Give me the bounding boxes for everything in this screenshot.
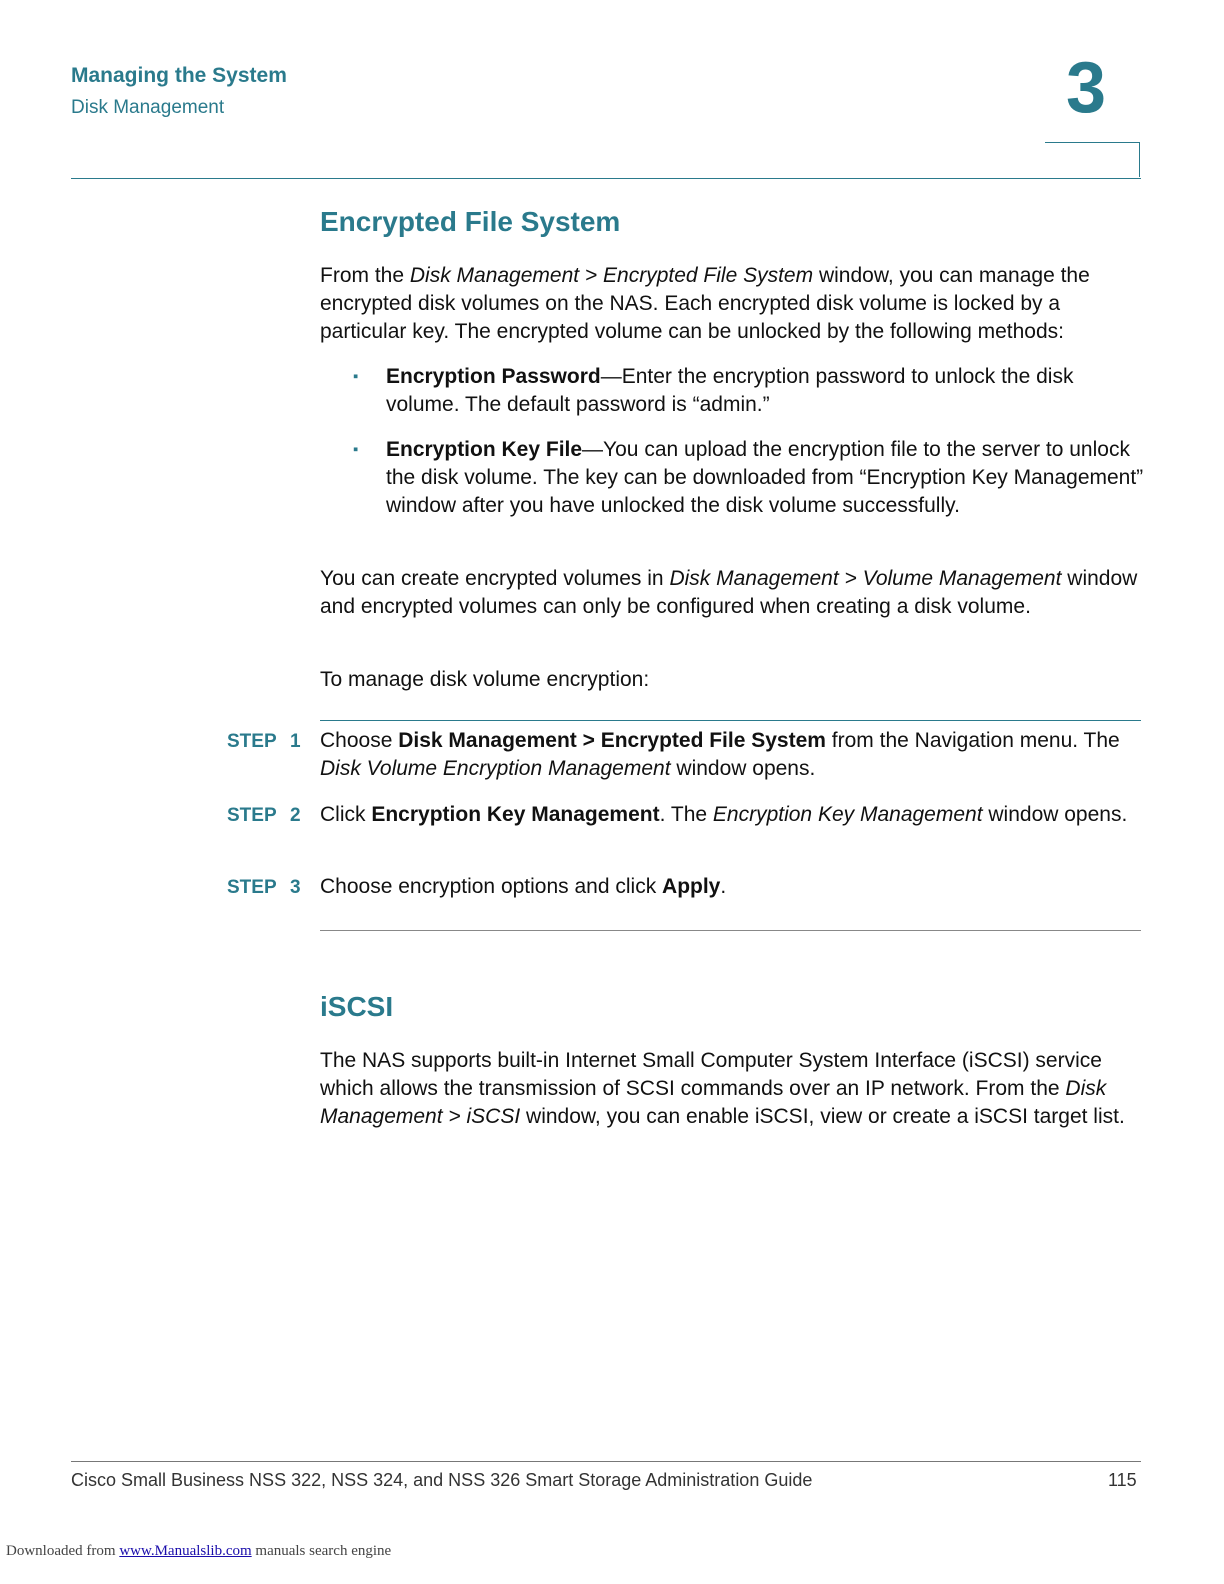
iscsi-paragraph: The NAS supports built-in Internet Small Computer System Interface (iSCSI) service which allows the transmission of SCSI commands over an IP network. From the Disk Management > iSCSI window, you can enable iSCSI, view or create a iSCSI target list. bbox=[320, 1049, 1125, 1128]
chapter-number: 3 bbox=[1066, 48, 1107, 128]
step-1-text: Choose Disk Management > Encrypted File System from the Navigation menu. The Disk Volume Encryption Management window opens. bbox=[320, 729, 1120, 780]
bullet-encryption-key-file: Encryption Key File—You can upload the encryption file to the server to unlock the disk volume. The key can be downloaded from “Encryption Key Management” window after you have unlocked the disk volume successfully. bbox=[386, 438, 1144, 517]
efs-intro-paragraph: From the Disk Management > Encrypted File System window, you can manage the encrypted disk volumes on the NAS. Each encrypted disk volume is locked by a particular key. The encrypted volume can be unlocked by the following methods: bbox=[320, 264, 1090, 343]
page-number: 115 bbox=[1108, 1470, 1137, 1490]
footer-guide-title: Cisco Small Business NSS 322, NSS 324, and NSS 326 Smart Storage Administration Guide bbox=[71, 1470, 813, 1490]
efs-volume-paragraph: You can create encrypted volumes in Disk Management > Volume Management window and encrypted volumes can only be configured when creating a disk volume. bbox=[320, 567, 1138, 618]
step-2-text: Click Encryption Key Management. The Encryption Key Management window opens. bbox=[320, 803, 1128, 826]
bullet-marker: ▪ bbox=[353, 368, 359, 385]
step-number: 3 bbox=[290, 877, 301, 898]
bullet-encryption-password: Encryption Password—Enter the encryption password to unlock the disk volume. The default password is “admin.” bbox=[386, 365, 1074, 416]
header-rule bbox=[71, 178, 1141, 179]
bullet-marker: ▪ bbox=[353, 441, 359, 458]
step-number: 2 bbox=[290, 805, 301, 826]
download-note: Downloaded from www.Manualslib.com manuals search engine bbox=[6, 1543, 392, 1559]
step-label: STEP bbox=[227, 805, 277, 826]
steps-top-rule bbox=[320, 720, 1141, 721]
step-label: STEP bbox=[227, 877, 277, 898]
chapter-tab-box bbox=[1045, 142, 1140, 177]
chapter-title: Managing the System bbox=[71, 64, 287, 87]
manualslib-link[interactable]: www.Manualslib.com bbox=[119, 1543, 252, 1559]
step-label: STEP bbox=[227, 731, 277, 752]
efs-procedure-intro: To manage disk volume encryption: bbox=[320, 668, 650, 691]
step-3-text: Choose encryption options and click Apply. bbox=[320, 875, 727, 898]
section-subtitle: Disk Management bbox=[71, 97, 225, 118]
heading-iscsi: iSCSI bbox=[320, 991, 394, 1022]
steps-bottom-rule bbox=[320, 930, 1141, 931]
footer-rule bbox=[71, 1461, 1141, 1462]
heading-encrypted-file-system: Encrypted File System bbox=[320, 206, 621, 237]
step-number: 1 bbox=[290, 731, 301, 752]
